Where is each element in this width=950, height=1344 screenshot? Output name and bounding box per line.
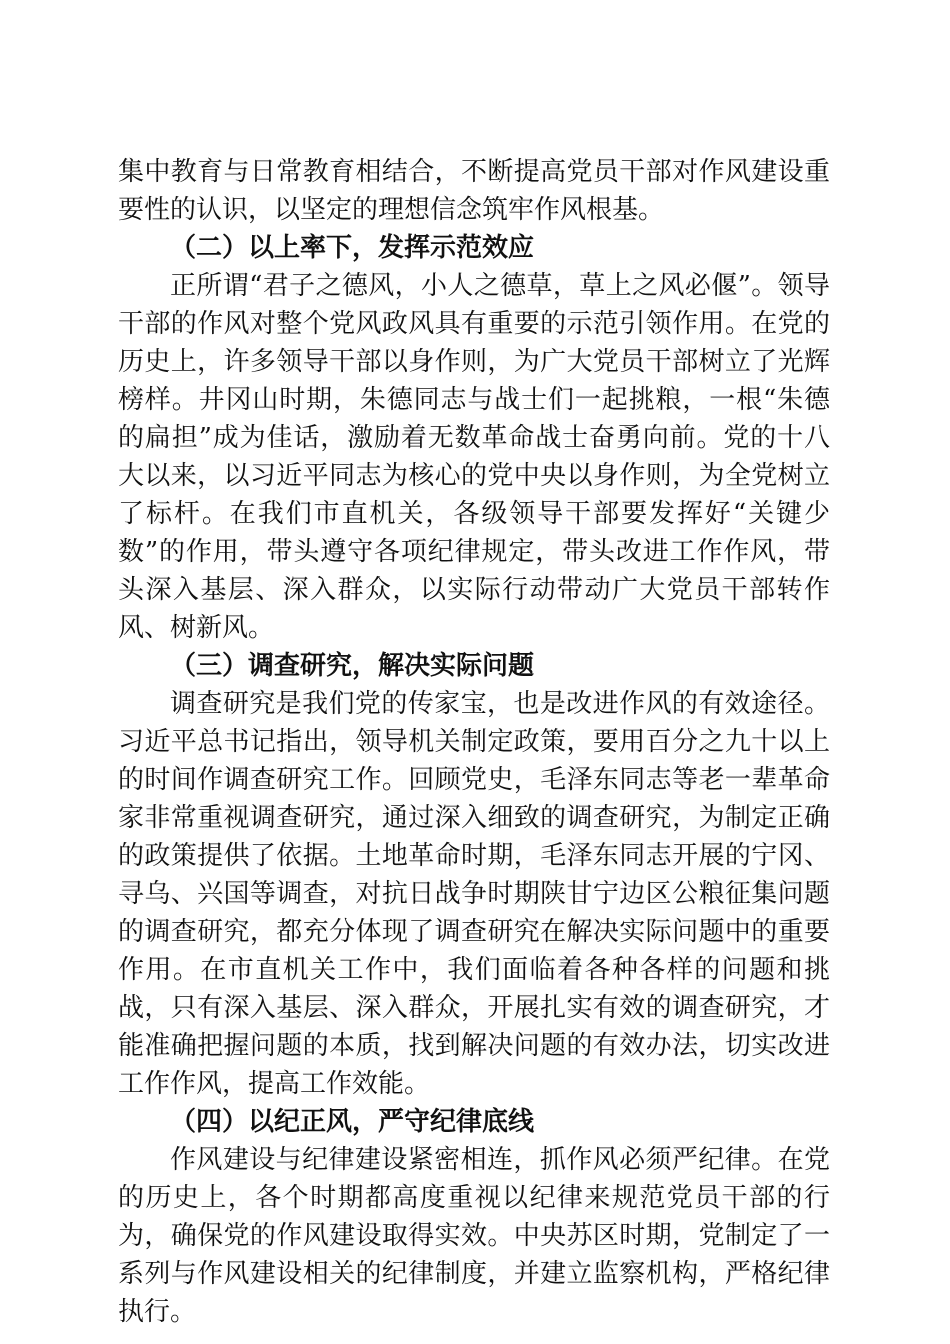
paragraph-investigation: 调查研究是我们党的传家宝，也是改进作风的有效途径。习近平总书记指出，领导机关制定政策，要用百分之九十以上的时间作调查研究工作。回顾党史，毛泽东同志等老一辈革命家非常重视调查研究，通过深入细致的调查研究，为制定正确的政策提供了依据。土地革命时期，毛泽东同志开展的宁冈、寻乌、兴国等调查，对抗日战争时期陕甘宁边区公粮征集问题的调查研究，都充分体现了调查研究在解决实际问题中的重要作用。在市直机关工作中，我们面临着各种各样的问题和挑战，只有深入基层、深入群众，开展扎实有效的调查研究，才能准确把握问题的本质，找到解决问题的有效办法，切实改进工作作风，提高工作效能。 [118, 689, 830, 1099]
paragraph-discipline: 作风建设与纪律建设紧密相连，抓作风必须严纪律。在党的历史上，各个时期都高度重视以纪律来规范党员干部的行为，确保党的作风建设取得实效。中央苏区时期，党制定了一系列与作风建设相关的纪律制度，并建立监察机构，严格纪律执行。 [118, 1145, 830, 1327]
paragraph-continuation: 集中教育与日常教育相结合，不断提高党员干部对作风建设重要性的认识，以坚定的理想信念筑牢作风根基。 [118, 157, 830, 225]
section-heading-3: （三）调查研究，解决实际问题 [170, 651, 535, 681]
paragraph-lead-by-example: 正所谓“君子之德风，小人之德草，草上之风必偃”。领导干部的作风对整个党风政风具有重要的示范引领作用。在党的历史上，许多领导干部以身作则，为广大党员干部树立了光辉榜样。井冈山时期，朱德同志与战士们一起挑粮，一根“朱德的扁担”成为佳话，激励着无数革命战士奋勇向前。党的十八大以来，以习近平同志为核心的党中央以身作则，为全党树立了标杆。在我们市直机关，各级领导干部要发挥好“关键少数”的作用，带头遵守各项纪律规定，带头改进工作作风，带头深入基层、深入群众，以实际行动带动广大党员干部转作风、树新风。 [118, 271, 830, 643]
section-heading-4: （四）以纪正风，严守纪律底线 [170, 1107, 535, 1137]
section-heading-2: （二）以上率下，发挥示范效应 [170, 233, 535, 263]
document-body [118, 153, 830, 1331]
